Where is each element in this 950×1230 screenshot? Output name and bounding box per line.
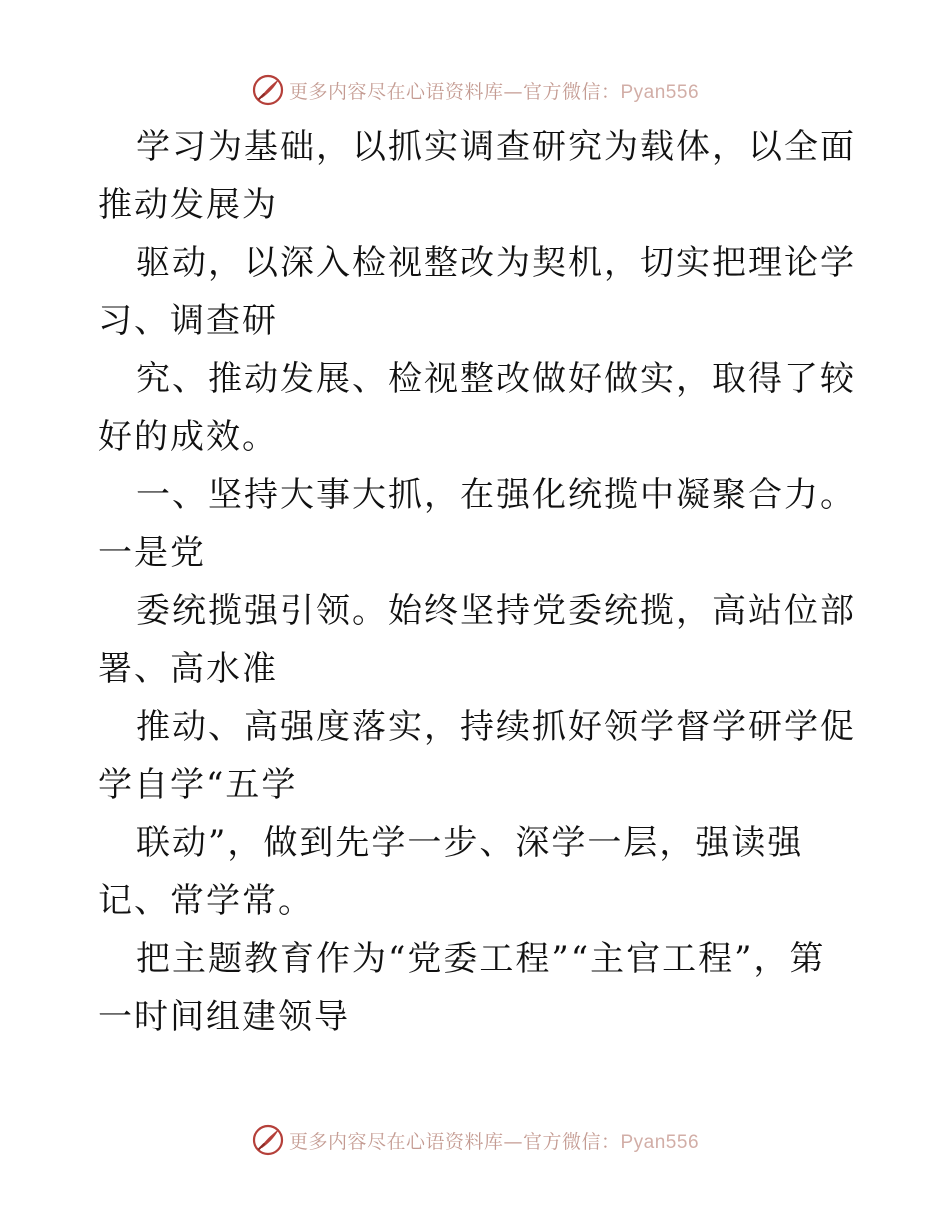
quill-pen-circle-icon: [251, 73, 285, 107]
header-contact-label: 官方微信：: [522, 80, 621, 103]
header-brand-text: 更多内容尽在心语资料库: [288, 80, 504, 103]
footer-text: [289, 1127, 699, 1154]
document-body: [98, 118, 858, 1046]
header-banner: [0, 68, 950, 112]
body-line-5: 委统揽强引领。始终坚持党委统揽，高站位部署、高水准: [98, 591, 856, 689]
body-line-1: 学习为基础，以抓实调查研究为载体，以全面推动发展为: [98, 127, 856, 225]
header-dash: —: [503, 80, 523, 103]
body-line-7: 联动”，做到先学一步、深学一层，强读强记、常学常。: [98, 823, 804, 921]
header-contact-id: Pyan556: [620, 81, 700, 103]
footer-dash: —: [503, 1130, 523, 1153]
body-line-2: 驱动，以深入检视整改为契机，切实把理论学习、调查研: [98, 243, 856, 341]
footer-banner: [0, 1118, 950, 1162]
footer-contact-label: 官方微信：: [522, 1130, 621, 1153]
body-line-6: 推动、高强度落实，持续抓好领学督学研学促学自学“五学: [98, 707, 856, 805]
body-line-8: 把主题教育作为“党委工程”“主官工程”，第一时间组建领导: [98, 939, 826, 1037]
body-line-4: 一、坚持大事大抓，在强化统揽中凝聚合力。一是党: [98, 475, 856, 573]
footer-contact-id: Pyan556: [620, 1131, 700, 1153]
body-line-3: 究、推动发展、检视整改做好做实，取得了较好的成效。: [98, 359, 856, 457]
quill-pen-circle-icon: [251, 1123, 285, 1157]
header-text: [289, 77, 699, 104]
footer-brand-text: 更多内容尽在心语资料库: [288, 1130, 504, 1153]
